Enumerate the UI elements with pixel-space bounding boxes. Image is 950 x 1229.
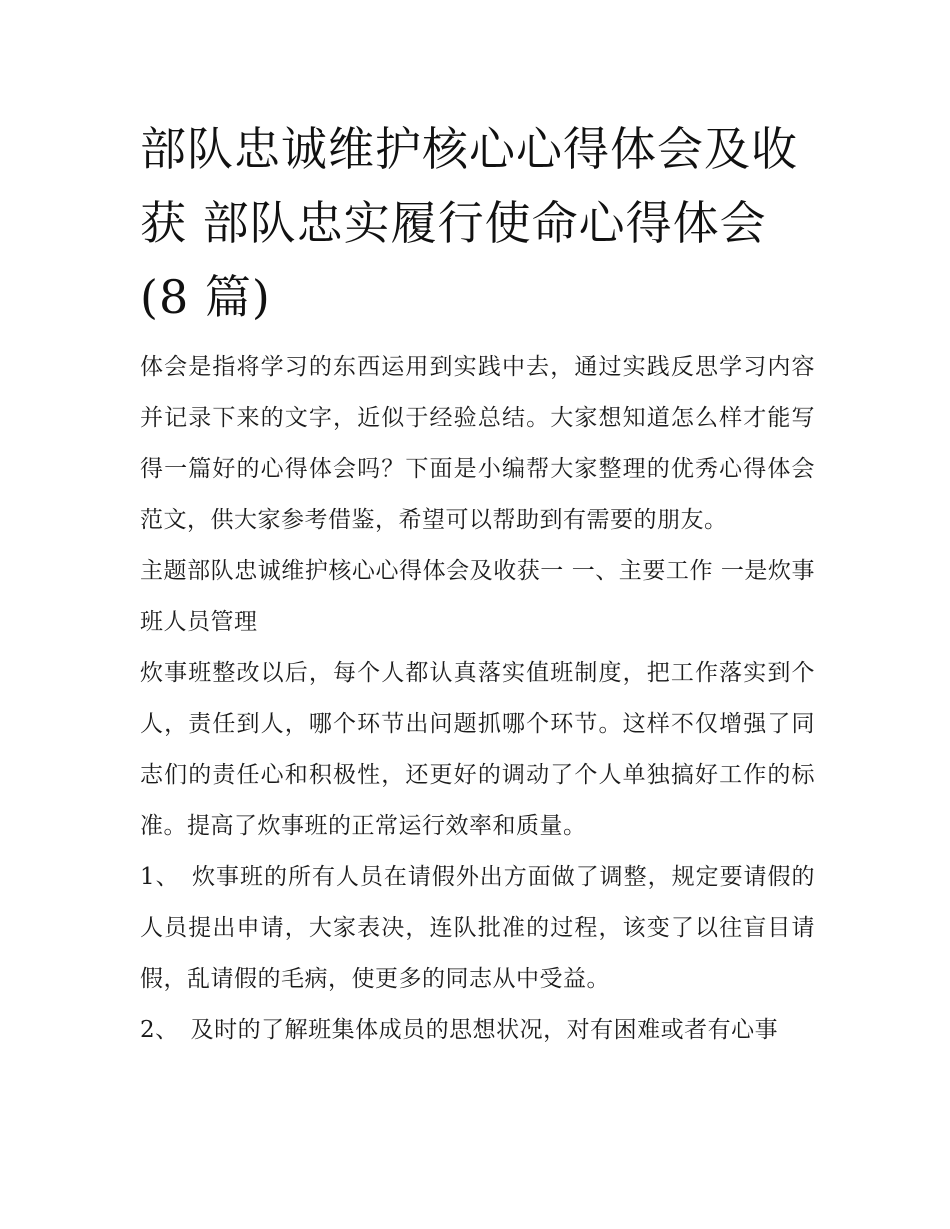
section-body-paragraph: 炊事班整改以后，每个人都认真落实值班制度，把工作落实到个人，责任到人，哪个环节出问题抓哪个环节。这样不仅增强了同志们的责任心和积极性，还更好的调动了个人单独搞好工作的标准。提高了炊事班的正常运行效率和质量。	[140, 660, 815, 839]
document-content	[140, 112, 815, 1056]
list-item-number: 2、	[140, 1017, 179, 1043]
page-title: 部队忠诚维护核心心得体会及收获 部队忠实履行使命心得体会(8 篇)	[140, 122, 798, 324]
intro-paragraph: 体会是指将学习的东西运用到实践中去，通过实践反思学习内容并记录下来的文字，近似于经验总结。大家想知道怎么样才能写得一篇好的心得体会吗？下面是小编帮大家整理的优秀心得体会范文，供大家参考借鉴，希望可以帮助到有需要的朋友。	[140, 354, 815, 533]
list-item-number: 1、	[140, 864, 180, 890]
list-item	[140, 1005, 815, 1056]
list-item	[140, 852, 815, 1005]
list-item-text: 及时的了解班集体成员的思想状况，对有困难或者有心事	[190, 1017, 779, 1043]
list-item-text: 炊事班的所有人员在请假外出方面做了调整，规定要请假的人员提出申请，大家表决，连队批准的过程，该变了以往盲目请假，乱请假的毛病，使更多的同志从中受益。	[140, 864, 815, 992]
section-heading: 主题部队忠诚维护核心心得体会及收获一 一、主要工作 一是炊事班人员管理	[140, 558, 815, 635]
